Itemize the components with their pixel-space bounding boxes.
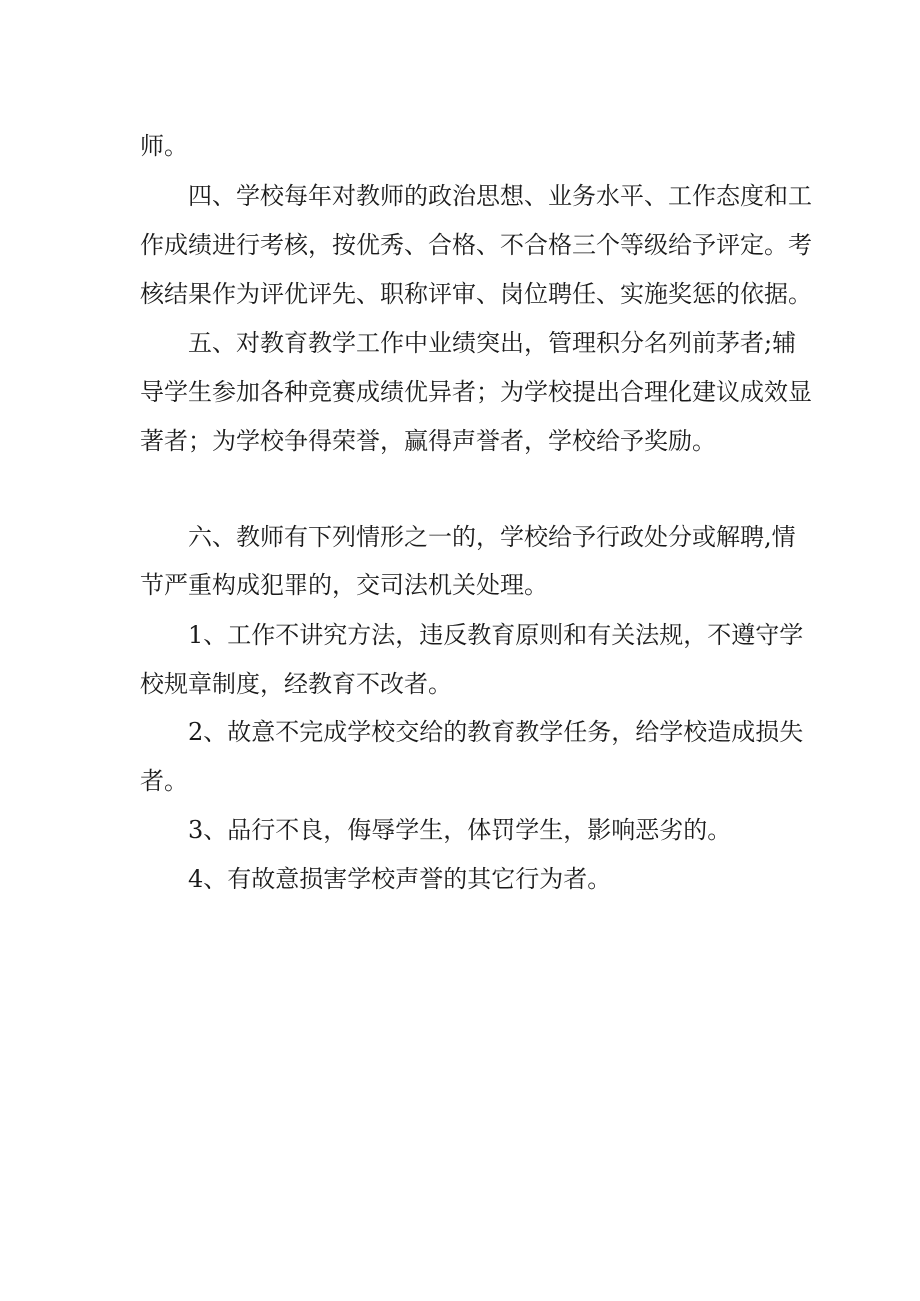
item-1-line-1: 1、工作不讲究方法，违反教育原则和有关法规，不遵守学: [188, 621, 804, 649]
item-2-line-2: 者。: [140, 767, 188, 795]
paragraph-4-line-2: 作成绩进行考核，按优秀、合格、不合格三个等级给予评定。考: [140, 231, 812, 259]
paragraph-6-line-2: 节严重构成犯罪的，交司法机关处理。: [140, 571, 548, 599]
item-4-line: 4、有故意损害学校声誉的其它行为者。: [188, 865, 612, 893]
item-2-line-1: 2、故意不完成学校交给的教育教学任务，给学校造成损失: [188, 718, 804, 746]
paragraph-5-line-1: 五、对教育教学工作中业绩突出，管理积分名列前茅者;辅: [188, 329, 797, 357]
paragraph-4-line-3: 核结果作为评优评先、职称评审、岗位聘任、实施奖惩的依据。: [140, 280, 812, 308]
paragraph-5-line-2: 导学生参加各种竞赛成绩优异者；为学校提出合理化建议成效显: [140, 378, 812, 406]
item-3-line: 3、品行不良，侮辱学生，体罚学生，影响恶劣的。: [188, 816, 732, 844]
paragraph-6-line-1: 六、教师有下列情形之一的，学校给予行政处分或解聘,情: [188, 523, 796, 551]
line-continuation-shi: 师。: [140, 132, 188, 160]
paragraph-5-line-3: 著者；为学校争得荣誉，赢得声誉者，学校给予奖励。: [140, 427, 716, 455]
paragraph-4-line-1: 四、学校每年对教师的政治思想、业务水平、工作态度和工: [188, 182, 812, 210]
item-1-line-2: 校规章制度，经教育不改者。: [140, 670, 452, 698]
